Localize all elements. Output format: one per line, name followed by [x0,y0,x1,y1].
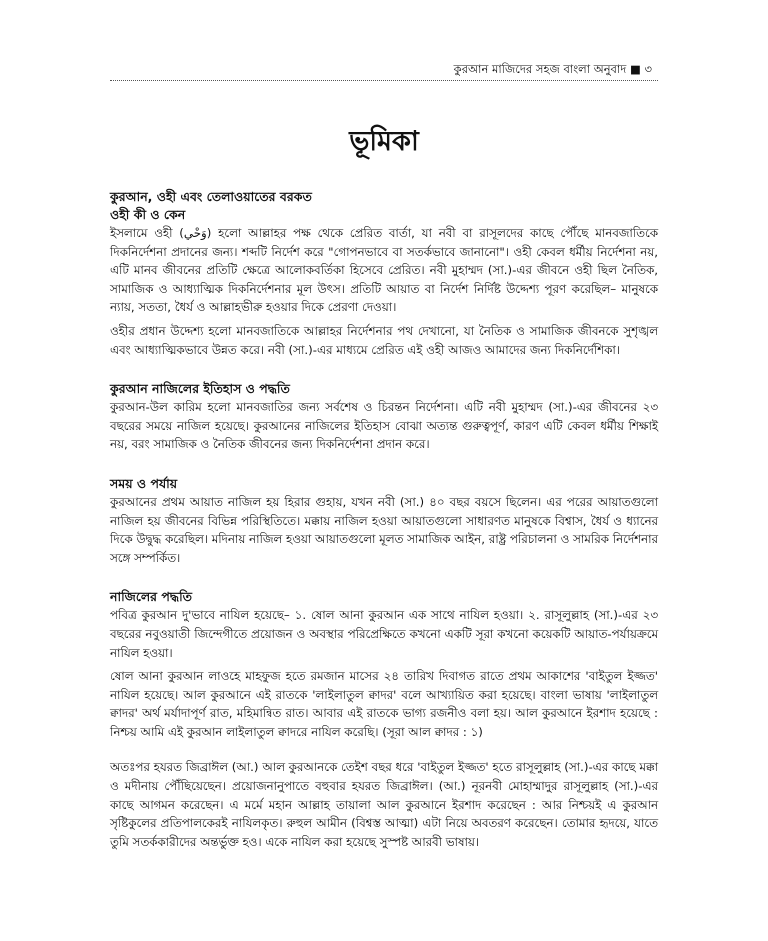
section-heading-quran-wahi: কুরআন, ওহী এবং তেলাওয়াতের বরকত [110,189,312,204]
section-heading-time-and-stages: সময় ও পর্যায় [110,475,178,491]
paragraph: ওহীর প্রধান উদ্দেশ্য হলো মানবজাতিকে আল্লাহর নির্দেশনার পথ দেখানো, যা নৈতিক ও সামাজিক জীবনকে সুশৃঙ্খল এবং আধ্যাত্মিকভাবে উন্নত করে। নবী (সা.)-এর মাধ্যমে প্রেরিত এই ওহী আজও আমাদের জন্য দিকনির্দেশিকা। [110,323,658,357]
paragraph: কুরআন-উল কারিম হলো মানবজাতির জন্য সর্বশেষ ও চিরন্তন নির্দেশনা। এটি নবী মুহাম্মদ (সা.)-এর জীবনের ২৩ বছরের সময়ে নাজিল হয়েছে। কুরআনের নাজিলের ইতিহাস বোঝা অত্যন্ত গুরুত্বপূর্ণ, কারণ এটি কেবল ধর্মীয় শিক্ষাই নয়, বরং সামাজিক ও নৈতিক জীবনের জন্য দিকনির্দেশনা প্রদান করে। [110,400,658,452]
paragraph: পবিত্র কুরআন দু'ভাবে নাযিল হয়েছে– ১. ষোল আনা কুরআন এক সাথে নাযিল হওয়া। ২. রাসূলুল্লাহ (সা.)-এর ২৩ বছরের নবুওয়াতী জিন্দেগীতে প্রয়োজন ও অবস্থার পরিপ্রেক্ষিতে কখনো একটি সূরা কখনো কয়েকটি আয়াত-পর্যায়ক্রমে নাযিল হওয়া। [110,608,658,660]
paragraph: কুরআনের প্রথম আয়াত নাজিল হয় হিরার গুহায়, যখন নবী (সা.) ৪০ বছর বয়সে ছিলেন। এর পরের আয়াতগুলো নাজিল হয় জীবনের বিভিন্ন পরিস্থিতিতে। মক্কায় নাজিল হওয়া আয়াতগুলো সাধারণত মানুষকে বিশ্বাস, ধৈর্য ও ধ্যানের দিকে উদ্বুদ্ধ করেছিল। মদিনায় নাজিল হওয়া আয়াতগুলো মূলত সামাজিক আইন, রাষ্ট্র পরিচালনা ও সামরিক নির্দেশনার সঙ্গে সম্পর্কিত। [110,494,658,565]
paragraph: ষোল আনা কুরআন লাওহে মাহফুজ হতে রমজান মাসের ২৪ তারিখ দিবাগত রাতে প্রথম আকাশের 'বাইতুল ইজ্জত' নাযিল হয়েছে। আল কুরআনে এই রাতকে 'লাইলাতুল ক্বাদর' বলে আখ্যায়িত করা হয়েছে। বাংলা ভাষায় 'লাইলাতুল ক্বাদর' অর্থ মর্যাদাপূর্ণ রাত, মহিমান্বিত রাত। আবার এই রাতকে ভাগ্য রজনীও বলা হয়। আল কুরআনে ইরশাদ হয়েছে : নিশ্চয় আমি এই কুরআন লাইলাতুল ক্বাদরে নাযিল করেছি। (সূরা আল ক্বাদর : ১) [110,669,658,739]
page-title: ভূমিকা [349,126,419,157]
paragraph: ইসলামে ওহী (وَحْي) হলো আল্লাহর পক্ষ থেকে প্রেরিত বার্তা, যা নবী বা রাসূলদের কাছে পৌঁছে মানবজাতিকে দিকনির্দেশনা প্রদানের জন্য। শব্দটি নির্দেশ করে "গোপনভাবে বা সতর্কভাবে জানানো"। ওহী কেবল ধর্মীয় নির্দেশনা নয়, এটি মানব জীবনের প্রতিটি ক্ষেত্রে আলোকবর্তিকা হিসেবে প্রেরিত। নবী মুহাম্মদ (সা.)-এর জীবনে ওহী ছিল নৈতিক, সামাজিক ও আধ্যাত্মিক দিকনির্দেশনার মূল উৎস। প্রতিটি আয়াত বা নির্দেশ নির্দিষ্ট উদ্দেশ্য পূরণ করেছিল– মানুষকে ন্যায়, সততা, ধৈর্য ও আল্লাহভীরু হওয়ার দিকে প্রেরণা দেওয়া। [110,226,658,315]
paragraph: অতঃপর হযরত জিব্রাঈল (আ.) আল কুরআনকে তেইশ বছর ধরে 'বাইতুল ইজ্জত' হতে রাসূলুল্লাহ (সা.)-এর কাছে মক্কা ও মদীনায় পৌঁছিয়েছেন। প্রয়োজনানুপাতে বহুবার হযরত জিব্রাঈল। (আ.) নূরনবী মোহাম্মাদুর রাসূলুল্লাহ (সা.)-এর কাছে আগমন করেছেন। এ মর্মে মহান আল্লাহ তায়ালা আল কুরআনে ইরশাদ করেছেন : আর নিশ্চয়ই এ কুরআন সৃষ্টিকুলের প্রতিপালকেরই নাযিলকৃত। রুহুল আমীন (বিশ্বস্ত আত্মা) এটা নিয়ে অবতরণ করেছেন। তোমার হৃদয়ে, যাতে তুমি সতর্ককারীদের অন্তর্ভুক্ত হও। একে নাযিল করা হয়েছে সুস্পষ্ট আরবী ভাষায়। [110,760,658,849]
section-heading-revelation-method: নাজিলের পদ্ধতি [110,589,193,605]
header-divider [110,80,658,81]
subheading-what-is-wahi: ওহী কী ও কেন [110,207,186,222]
running-header: কুরআন মাজিদের সহজ বাংলা অনুবাদ ■ ৩ [453,62,652,76]
document-page [110,60,658,856]
section-heading-revelation-history: কুরআন নাজিলের ইতিহাস ও পদ্ধতি [110,381,290,397]
